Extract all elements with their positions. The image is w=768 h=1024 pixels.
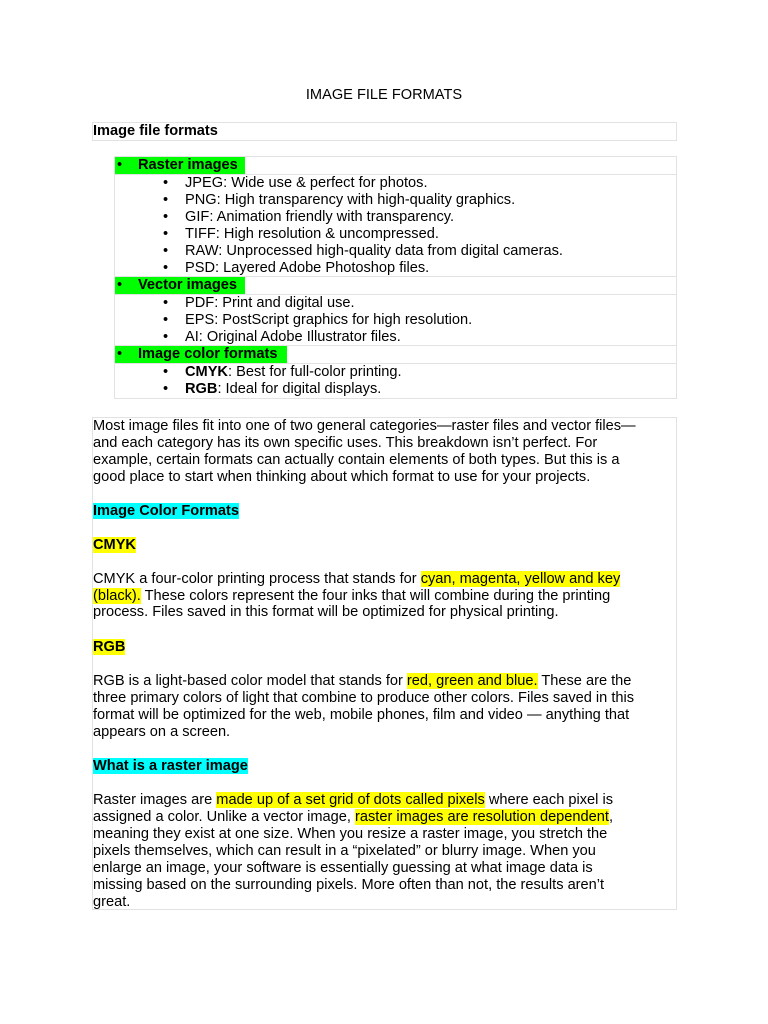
cmyk-text: CMYK a four-color printing process that stands for	[93, 571, 421, 587]
raster-heading: What is a raster image	[93, 758, 248, 774]
intro-line: Most image files fit into one of two general categories—raster files and vector files—	[93, 418, 636, 434]
intro-line: good place to start when thinking about which format to use for your projects.	[93, 469, 591, 485]
rgb-line: three primary colors of light that combine to produce other colors. Files saved in this	[93, 690, 635, 706]
rgb-highlight: red, green and blue.	[406, 673, 538, 689]
raster-line	[93, 809, 677, 826]
list-item-text: EPS: PostScript graphics for high resolution.	[185, 312, 473, 328]
cmyk-line: process. Files saved in this format will be optimized for physical printing.	[93, 604, 559, 620]
rgb-line	[93, 673, 677, 690]
cmyk-line	[93, 571, 677, 588]
raster-line: meaning they exist at one size. When you resize a raster image, you stretch the	[93, 826, 608, 842]
list-label: Raster images	[138, 157, 238, 173]
bullet-icon: •	[163, 312, 169, 328]
list-item-text: TIFF: High resolution & uncompressed.	[185, 226, 439, 242]
bullet-icon: •	[163, 243, 169, 259]
raster-line: pixels themselves, which can result in a “pixelated” or blurry image. When you	[93, 843, 596, 859]
raster-heading-row	[93, 758, 677, 775]
cmyk-heading: CMYK	[93, 537, 136, 553]
cmyk-heading-row	[93, 537, 677, 554]
color-formats-heading: Image Color Formats	[93, 503, 239, 519]
bullet-icon: •	[117, 277, 123, 293]
list-item-text: PDF: Print and digital use.	[185, 295, 355, 311]
list-item-text: PNG: High transparency with high-quality graphics.	[185, 192, 516, 208]
list-term: RGB	[185, 381, 218, 397]
rgb-line: appears on a screen.	[93, 724, 231, 740]
document-title: IMAGE FILE FORMATS	[305, 87, 463, 103]
raster-text: Raster images are	[93, 792, 217, 808]
list-item-text: : Best for full-color printing.	[227, 364, 402, 380]
raster-line: enlarge an image, your software is essentially guessing at what image data is	[93, 860, 593, 876]
rgb-heading: RGB	[93, 639, 126, 655]
cmyk-highlight: cyan, magenta, yellow and key	[420, 571, 621, 587]
raster-line: great.	[93, 894, 131, 910]
rgb-heading-row	[93, 639, 677, 656]
section-heading: Image file formats	[93, 123, 218, 139]
rgb-line: format will be optimized for the web, mobile phones, film and video — anything that	[93, 707, 630, 723]
intro-line: and each category has its own specific uses. This breakdown isn’t perfect. For	[93, 435, 598, 451]
bullet-icon: •	[163, 329, 169, 345]
bullet-icon: •	[163, 226, 169, 242]
raster-text: assigned a color. Unlike a vector image,	[93, 809, 356, 825]
intro-line: example, certain formats can actually contain elements of both types. But this is a	[93, 452, 620, 468]
raster-text: ,	[608, 809, 614, 825]
raster-line: missing based on the surrounding pixels. More often than not, the results aren’t	[93, 877, 605, 893]
rgb-text: These are the	[537, 673, 632, 689]
raster-highlight-text: raster images are resolution dependent	[355, 809, 609, 825]
bullet-icon: •	[117, 157, 123, 173]
list-item-text: PSD: Layered Adobe Photoshop files.	[185, 260, 430, 276]
raster-line	[93, 792, 677, 809]
list-item-text: RAW: Unprocessed high-quality data from digital cameras.	[185, 243, 563, 259]
bullet-icon: •	[163, 381, 169, 397]
cmyk-highlight: (black).	[93, 588, 141, 604]
list-item-text: JPEG: Wide use & perfect for photos.	[185, 175, 428, 191]
cmyk-line	[93, 588, 677, 605]
list-label: Vector images	[138, 277, 237, 293]
list-item-text: AI: Original Adobe Illustrator files.	[185, 329, 401, 345]
bullet-icon: •	[163, 209, 169, 225]
bullet-icon: •	[163, 192, 169, 208]
bullet-icon: •	[163, 175, 169, 191]
bullet-icon: •	[163, 295, 169, 311]
list-label: Image color formats	[138, 346, 278, 362]
bullet-icon: •	[163, 260, 169, 276]
bullet-icon: •	[117, 346, 123, 362]
bullet-icon: •	[163, 364, 169, 380]
list-item-text: : Ideal for digital displays.	[217, 381, 382, 397]
raster-text: where each pixel is	[484, 792, 613, 808]
color-formats-heading-row	[93, 503, 677, 520]
rgb-text: RGB is a light-based color model that stands for	[93, 673, 407, 689]
list-item-text: GIF: Animation friendly with transparency.	[185, 209, 455, 225]
raster-highlight-text: made up of a set grid of dots called pixels	[216, 792, 485, 808]
cmyk-text: These colors represent the four inks that will combine during the printing	[140, 588, 611, 604]
list-term: CMYK	[185, 364, 228, 380]
